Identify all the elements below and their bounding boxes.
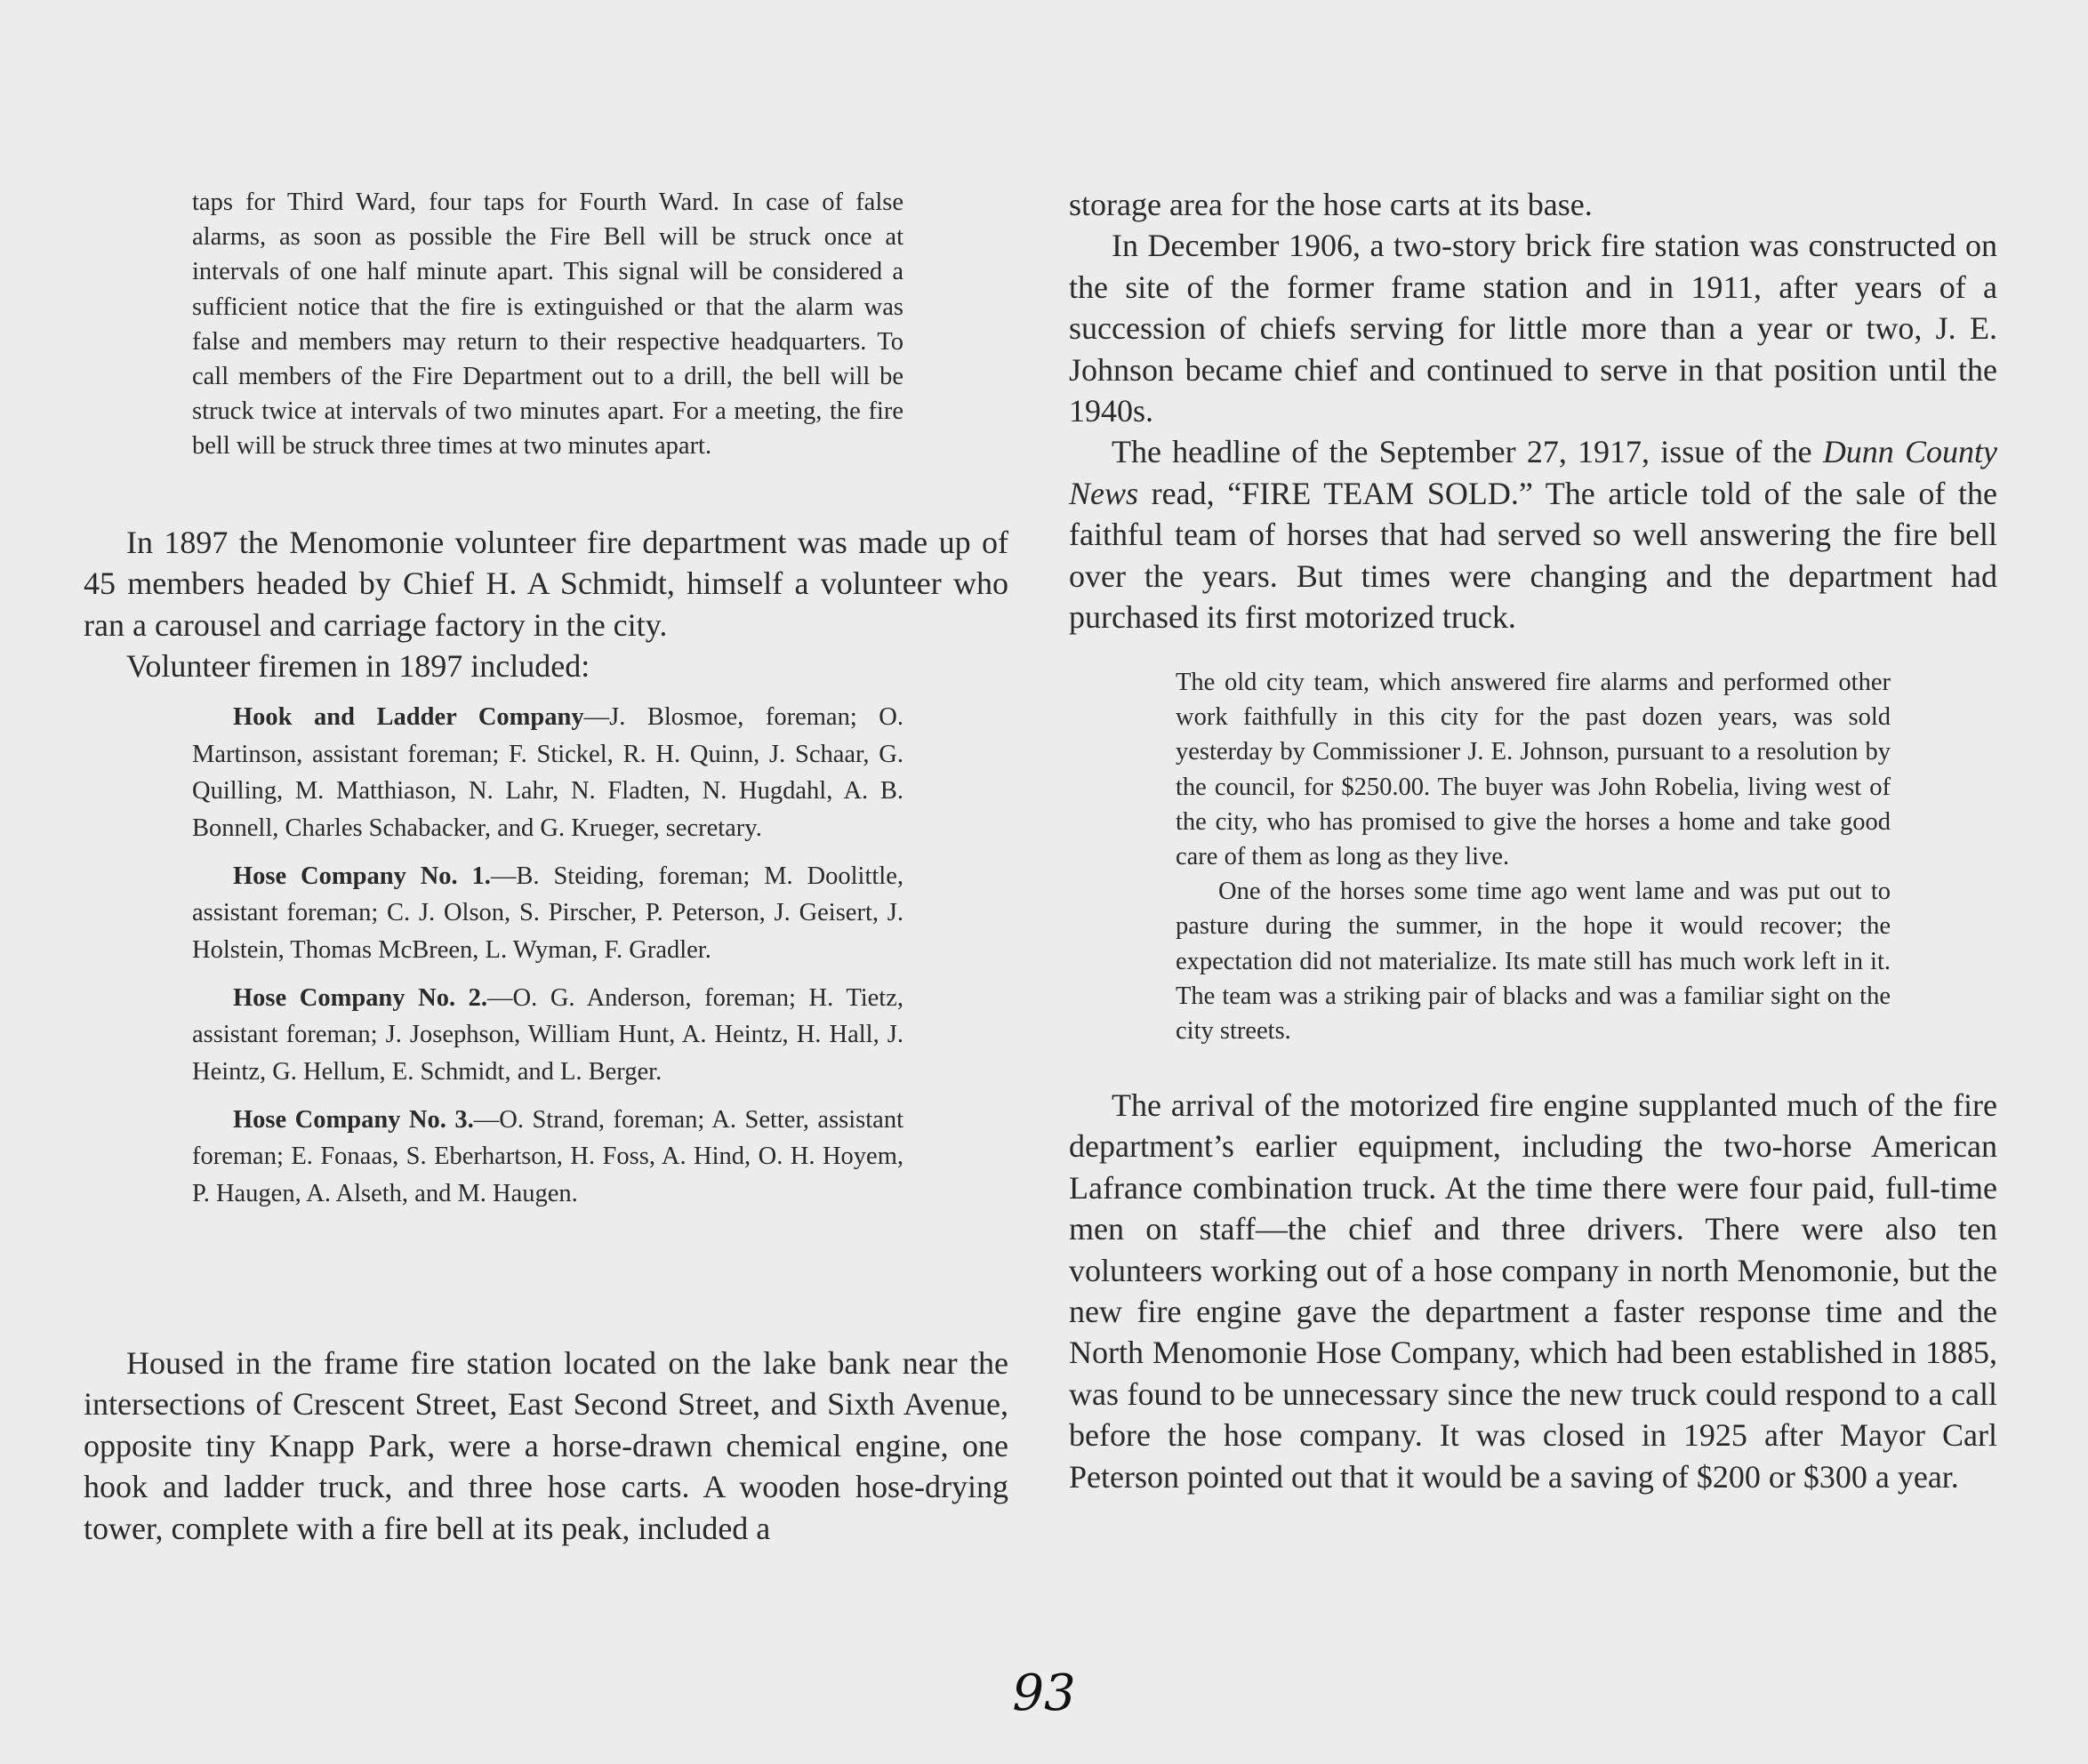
body-paragraph: storage area for the hose carts at its base.	[1069, 187, 1593, 222]
quote-paragraph: taps for Third Ward, four taps for Fourth Ward. In case of false alarms, as soon as possible the Fire Bell will be struck once at intervals of one half minute apart. This signal will be considered a sufficient notice that the fire is extinguished or that the alarm was false and members may return to their respective headquarters. To call members of the Fire Department out to a drill, the bell will be struck twice at intervals of two minutes apart. For a meeting, the fire bell will be struck three times at two minutes apart.	[192, 188, 903, 461]
company-entry	[192, 699, 903, 846]
company-name: Hose Company No. 2.	[233, 983, 488, 1012]
fire-station-text	[84, 1343, 1008, 1549]
quote-paragraph: The old city team, which answered fire alarms and performed other work faithfully in this city for the past dozen years, was sold yesterday by Commissioner J. E. Johnson, pursuant to a resolution by the council, for $250.00. The buyer was John Robelia, living west of the city, who has promised to give the horses a home and take good care of them as long as they live.	[1176, 669, 1891, 871]
company-entry	[192, 1102, 903, 1213]
body-paragraph: The arrival of the motorized fire engine supplanted much of the fire department’s earlier equipment, including the two-horse American Lafrance combination truck. At the time there were four paid, full-time men on staff—the chief and three drivers. There were also ten volunteers working out of a hose company in north Menomonie, but the new fire engine gave the department a faster response time and the North Menomonie Hose Company, which had been established in 1885, was found to be unnecessary since the new truck could respond to a call before the hose company. It was closed in 1925 after Mayor Carl Peterson pointed out that it would be a saving of $200 or $300 a year.	[1069, 1087, 1997, 1495]
fire-bell-signal-quote	[192, 185, 903, 464]
company-entry	[192, 980, 903, 1091]
newspaper-title: Dunn County News	[1069, 434, 1998, 511]
company-name: Hose Company No. 1.	[233, 862, 491, 890]
company-members: —J. Blosmoe, foreman; O. Martinson, assistant foreman; F. Stickel, R. H. Quinn, J. Schaar, G. Quilling, M. Matthiason, N. Lahr, N. Fladten, N. Hugdahl, A. B. Bonnell, Charles Schabacker, and G. Krueger, secretary.	[192, 703, 903, 842]
body-paragraph: In 1897 the Menomonie volunteer fire department was made up of 45 members headed by Chief H. A Schmidt, himself a volunteer who ran a carousel and carriage factory in the city.	[84, 525, 1008, 643]
page-number: 93	[1012, 1664, 1076, 1722]
fire-team-sold-quote	[1176, 665, 1891, 1048]
headline-text-end: read, “FIRE TEAM SOLD.” The article told of the sale of the faithful team of horses that had served so well answering the fire bell over the years. But times were changing and the department had purchased its first motorized truck.	[1069, 475, 1998, 636]
company-entry	[192, 858, 903, 969]
body-paragraph	[1069, 431, 1997, 637]
headline-text-start: The headline of the September 27, 1917, issue of the	[1112, 434, 1812, 470]
motorized-engine-text	[1069, 1085, 1997, 1497]
body-paragraph: In December 1906, a two-story brick fire station was constructed on the site of the former frame station and in 1911, after years of a succession of chiefs serving for little more than a year or two, J. E. Johnson became chief and continued to serve in that position until the 1940s.	[1069, 228, 1997, 429]
body-paragraph: Volunteer firemen in 1897 included:	[126, 648, 590, 685]
volunteer-department-text	[84, 522, 1008, 687]
body-paragraph: Housed in the frame fire station located on the lake bank near the intersections of Crescent Street, East Second Street, and Sixth Avenue, opposite tiny Knapp Park, were a horse-drawn chemical engine, one hook and ladder truck, and three hose carts. A wooden hose-drying tower, complete with a fire bell at its peak, included a	[84, 1345, 1008, 1546]
company-roster	[192, 699, 903, 1223]
company-name: Hook and Ladder Company	[233, 703, 584, 731]
company-members: —O. G. Anderson, foreman; H. Tietz, assistant foreman; J. Josephson, William Hunt, A. Heintz, H. Hall, J. Heintz, G. Hellum, E. Schmidt, and L. Berger.	[192, 983, 904, 1086]
company-members: —B. Steiding, foreman; M. Doolittle, assistant foreman; C. J. Olson, S. Pirscher, P. Peterson, J. Geisert, J. Holstein, Thomas McBreen, L. Wyman, F. Gradler.	[192, 862, 904, 964]
company-name: Hose Company No. 3.	[233, 1105, 474, 1134]
company-members: —O. Strand, foreman; A. Setter, assistant foreman; E. Fonaas, S. Eberhartson, H. Foss, A. Hind, O. H. Hoyem, P. Haugen, A. Alseth, and M. Haugen.	[192, 1105, 904, 1207]
station-history-text	[1069, 184, 1997, 637]
quote-paragraph: One of the horses some time ago went lame and was put out to pasture during the summer, in the hope it would recover; the expectation did not materialize. Its mate still has much work left in it. The team was a striking pair of blacks and was a familiar sight on the city streets.	[1176, 878, 1891, 1046]
